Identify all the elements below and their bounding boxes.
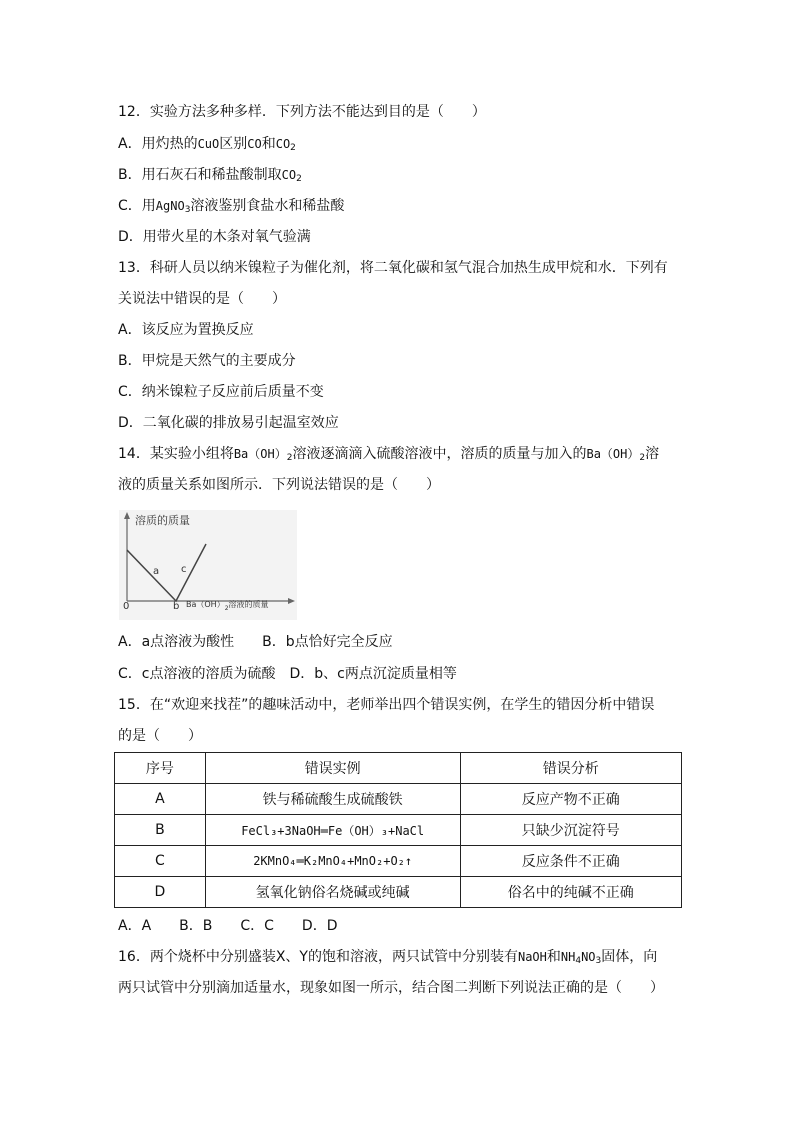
graph-point-c: c bbox=[181, 564, 187, 575]
table-header-analysis: 错误分析 bbox=[460, 753, 681, 784]
table-cell-id: D bbox=[115, 877, 206, 908]
q14-stem-line2: 液的质量关系如图所示．下列说法错误的是（ ） bbox=[118, 477, 440, 493]
graph-origin-label: 0 bbox=[123, 601, 130, 612]
q16-stem-line1: 16．两个烧杯中分别盛装X、Y的饱和溶液，两只试管中分别装有NaOH和$NH_4NO_3$固体，向 bbox=[118, 949, 658, 966]
q13-option-a: A．该反应为置换反应 bbox=[118, 322, 254, 338]
table-row bbox=[115, 815, 682, 846]
q12-option-a: A．用灼热的CuO区别CO和$CO_2$ bbox=[118, 136, 296, 153]
q15-stem-line1: 15．在“欢迎来找茬”的趣味活动中，老师举出四个错误实例，在学生的错因分析中错误 bbox=[118, 697, 655, 713]
table-row bbox=[115, 784, 682, 815]
q15-table bbox=[114, 752, 682, 908]
table-cell-id: C bbox=[115, 846, 206, 877]
q13-option-b: B．甲烷是天然气的主要成分 bbox=[118, 353, 296, 369]
table-cell-example: 铁与稀硫酸生成硫酸铁 bbox=[205, 784, 460, 815]
table-cell-id: A bbox=[115, 784, 206, 815]
table-cell-example: 氢氧化钠俗名烧碱或纯碱 bbox=[205, 877, 460, 908]
table-cell-analysis: 俗名中的纯碱不正确 bbox=[460, 877, 681, 908]
q12-option-b: B．用石灰石和稀盐酸制取$CO_2$ bbox=[118, 167, 302, 184]
table-header-row bbox=[115, 753, 682, 784]
table-row bbox=[115, 877, 682, 908]
table-header-id: 序号 bbox=[115, 753, 206, 784]
table-header-example: 错误实例 bbox=[205, 753, 460, 784]
graph-x-label: $Ba(OH)_2$溶液的质量 bbox=[186, 600, 269, 612]
q13-stem-line1: 13．科研人员以纳米镍粒子为催化剂，将二氧化碳和氢气混合加热生成甲烷和水．下列有 bbox=[118, 260, 668, 276]
table-cell-analysis: 反应产物不正确 bbox=[460, 784, 681, 815]
table-cell-example: 2KMnO₄═K₂MnO₄+MnO₂+O₂↑ bbox=[205, 846, 460, 877]
q13-stem-line2: 关说法中错误的是（ ） bbox=[118, 291, 286, 307]
q14-options-cd: C．c点溶液的溶质为硫酸 D．b、c两点沉淀质量相等 bbox=[118, 666, 457, 682]
graph-y-label: 溶质的质量 bbox=[135, 514, 190, 527]
q12-option-c: C．用AgNO$_3$溶液鉴别食盐水和稀盐酸 bbox=[118, 198, 345, 215]
q15-options: A．A B．B C．C D．D bbox=[118, 918, 338, 934]
q14-graph bbox=[119, 510, 297, 620]
table-cell-analysis: 反应条件不正确 bbox=[460, 846, 681, 877]
q12-stem: 12．实验方法多种多样．下列方法不能达到目的是（ ） bbox=[118, 104, 486, 120]
q13-option-c: C．纳米镍粒子反应前后质量不变 bbox=[118, 384, 324, 400]
q13-option-d: D．二氧化碳的排放易引起温室效应 bbox=[118, 415, 339, 431]
table-cell-analysis: 只缺少沉淀符号 bbox=[460, 815, 681, 846]
q12-option-d: D．用带火星的木条对氧气验满 bbox=[118, 229, 311, 245]
q14-stem-line1: 14．某实验小组将$Ba(OH)_2$溶液逐滴滴入硫酸溶液中，溶质的质量与加入的$Ba(OH)_2$溶 bbox=[118, 446, 660, 463]
table-cell-id: B bbox=[115, 815, 206, 846]
table-row bbox=[115, 846, 682, 877]
graph-point-b: b bbox=[173, 601, 180, 612]
q14-options-ab: A．a点溶液为酸性 B．b点恰好完全反应 bbox=[118, 634, 393, 650]
q16-stem-line2: 两只试管中分别滴加适量水，现象如图一所示，结合图二判断下列说法正确的是（ ） bbox=[118, 980, 664, 996]
table-cell-example: FeCl₃+3NaOH═Fe（OH）₃+NaCl bbox=[205, 815, 460, 846]
q15-stem-line2: 的是（ ） bbox=[118, 728, 202, 744]
graph-point-a: a bbox=[153, 566, 160, 577]
